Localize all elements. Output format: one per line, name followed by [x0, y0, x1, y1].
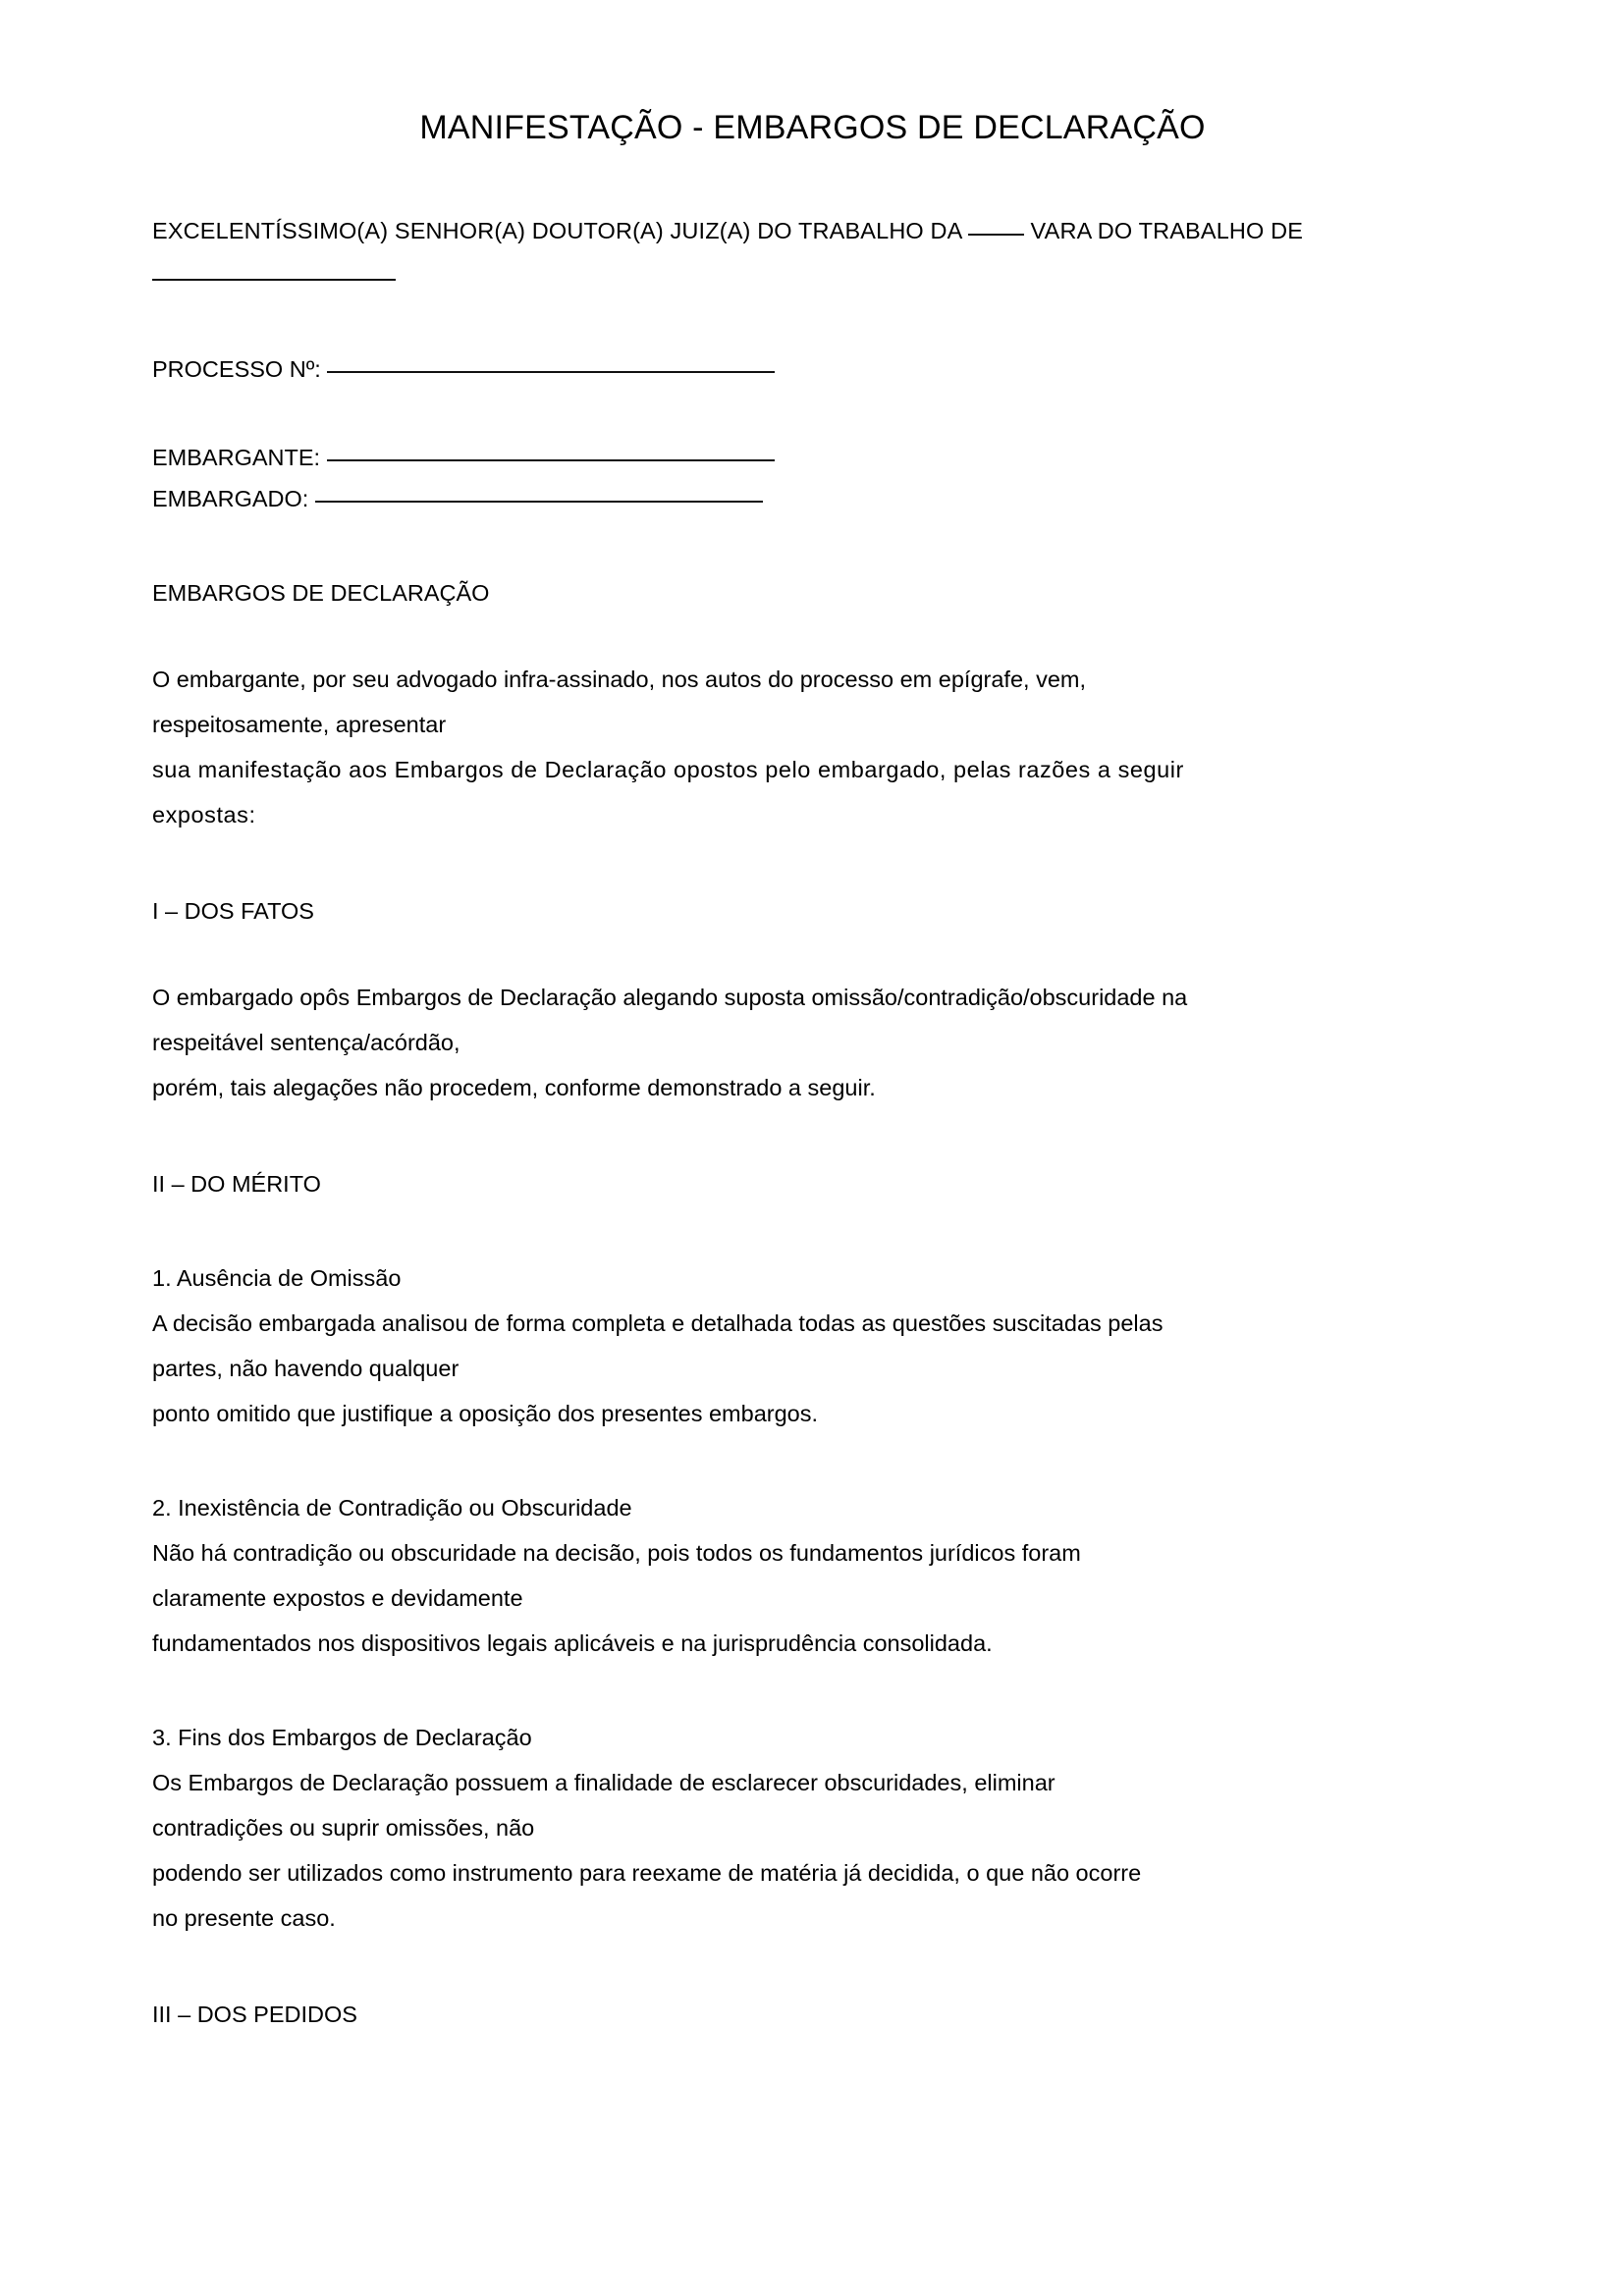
- merito-item-1-line-1: A decisão embargada analisou de forma completa e detalhada todas as questões suscitadas pelas: [152, 1309, 1164, 1336]
- merito-item-2-heading-block: [152, 1485, 1473, 1530]
- merito-item-1-line-2: partes, não havendo qualquer: [152, 1355, 460, 1381]
- embargante-row: [152, 437, 1473, 478]
- intro-line-3: sua manifestação aos Embargos de Declaração opostos pelo embargado, pelas razões a seguir: [152, 756, 1184, 782]
- merito-item-3-line-1: Os Embargos de Declaração possuem a finalidade de esclarecer obscuridades, eliminar: [152, 1769, 1056, 1795]
- merito-item-2-line-1: Não há contradição ou obscuridade na decisão, pois todos os fundamentos jurídicos foram: [152, 1539, 1081, 1566]
- fatos-line-3: porém, tais alegações não procedem, conforme demonstrado a seguir.: [152, 1074, 876, 1100]
- fatos-line-1: O embargado opôs Embargos de Declaração alegando suposta omissão/contradição/obscuridade na: [152, 984, 1188, 1010]
- intro-line-2: respeitosamente, apresentar: [152, 711, 447, 737]
- merito-item-1-body: [152, 1301, 1473, 1436]
- merito-item-1-heading-block: [152, 1255, 1473, 1301]
- processo-row: [152, 348, 1473, 390]
- addressee-line-1: [152, 209, 1473, 252]
- section-pedidos-heading-block: [152, 1992, 1473, 2037]
- addressee-text-before-vara: EXCELENTÍSSIMO(A) SENHOR(A) DOUTOR(A) JUIZ(A) DO TRABALHO DA: [152, 217, 968, 243]
- processo-label: PROCESSO Nº:: [152, 355, 328, 382]
- merito-item-3-line-4: no presente caso.: [152, 1904, 336, 1931]
- intro-line-4: expostas:: [152, 801, 256, 828]
- merito-item-2-line-2: claramente expostos e devidamente: [152, 1584, 523, 1611]
- merito-item-1-line-3: ponto omitido que justifique a oposição dos presentes embargos.: [152, 1400, 819, 1426]
- comarca-blank[interactable]: [152, 279, 396, 281]
- section-merito-heading: II – DO MÉRITO: [152, 1170, 321, 1197]
- embargado-input-blank[interactable]: [315, 501, 763, 503]
- merito-item-2-line-3: fundamentados nos dispositivos legais aplicáveis e na jurisprudência consolidada.: [152, 1629, 993, 1656]
- merito-item-3-line-3: podendo ser utilizados como instrumento para reexame de matéria já decidida, o que não ocorre: [152, 1859, 1142, 1886]
- merito-item-3-heading-block: [152, 1715, 1473, 1760]
- parties-field-block: [152, 437, 1473, 519]
- embargado-row: [152, 478, 1473, 519]
- section-fatos-paragraph: [152, 975, 1473, 1110]
- section-fatos-heading: I – DOS FATOS: [152, 897, 314, 924]
- subject-heading: EMBARGOS DE DECLARAÇÃO: [152, 579, 490, 606]
- subject-heading-block: [152, 570, 1473, 615]
- section-fatos-heading-block: [152, 888, 1473, 934]
- merito-item-2-heading: 2. Inexistência de Contradição ou Obscuridade: [152, 1494, 632, 1521]
- page-title: MANIFESTAÇÃO - EMBARGOS DE DECLARAÇÃO: [419, 109, 1206, 146]
- embargado-label: EMBARGADO:: [152, 485, 315, 511]
- merito-item-1-heading: 1. Ausência de Omissão: [152, 1264, 402, 1291]
- section-pedidos-heading: III – DOS PEDIDOS: [152, 2001, 357, 2027]
- processo-input-blank[interactable]: [327, 371, 775, 373]
- merito-item-2-body: [152, 1530, 1473, 1666]
- merito-item-3-line-2: contradições ou suprir omissões, não: [152, 1814, 535, 1841]
- merito-item-3-body: [152, 1760, 1473, 1941]
- intro-paragraph: [152, 657, 1473, 837]
- section-merito-heading-block: [152, 1161, 1473, 1206]
- document-body: [152, 0, 1473, 2037]
- intro-line-1: O embargante, por seu advogado infra-assinado, nos autos do processo em epígrafe, vem,: [152, 666, 1087, 692]
- vara-number-blank[interactable]: [968, 234, 1024, 236]
- processo-field-block: [152, 348, 1473, 390]
- embargante-input-blank[interactable]: [327, 459, 775, 461]
- merito-item-3-heading: 3. Fins dos Embargos de Declaração: [152, 1724, 532, 1750]
- addressee-text-after-vara: VARA DO TRABALHO DE: [1023, 217, 1304, 243]
- addressee-line-2: [152, 266, 1473, 295]
- addressee-block: [152, 209, 1473, 295]
- fatos-line-2: respeitável sentença/acórdão,: [152, 1029, 460, 1055]
- embargante-label: EMBARGANTE:: [152, 444, 327, 470]
